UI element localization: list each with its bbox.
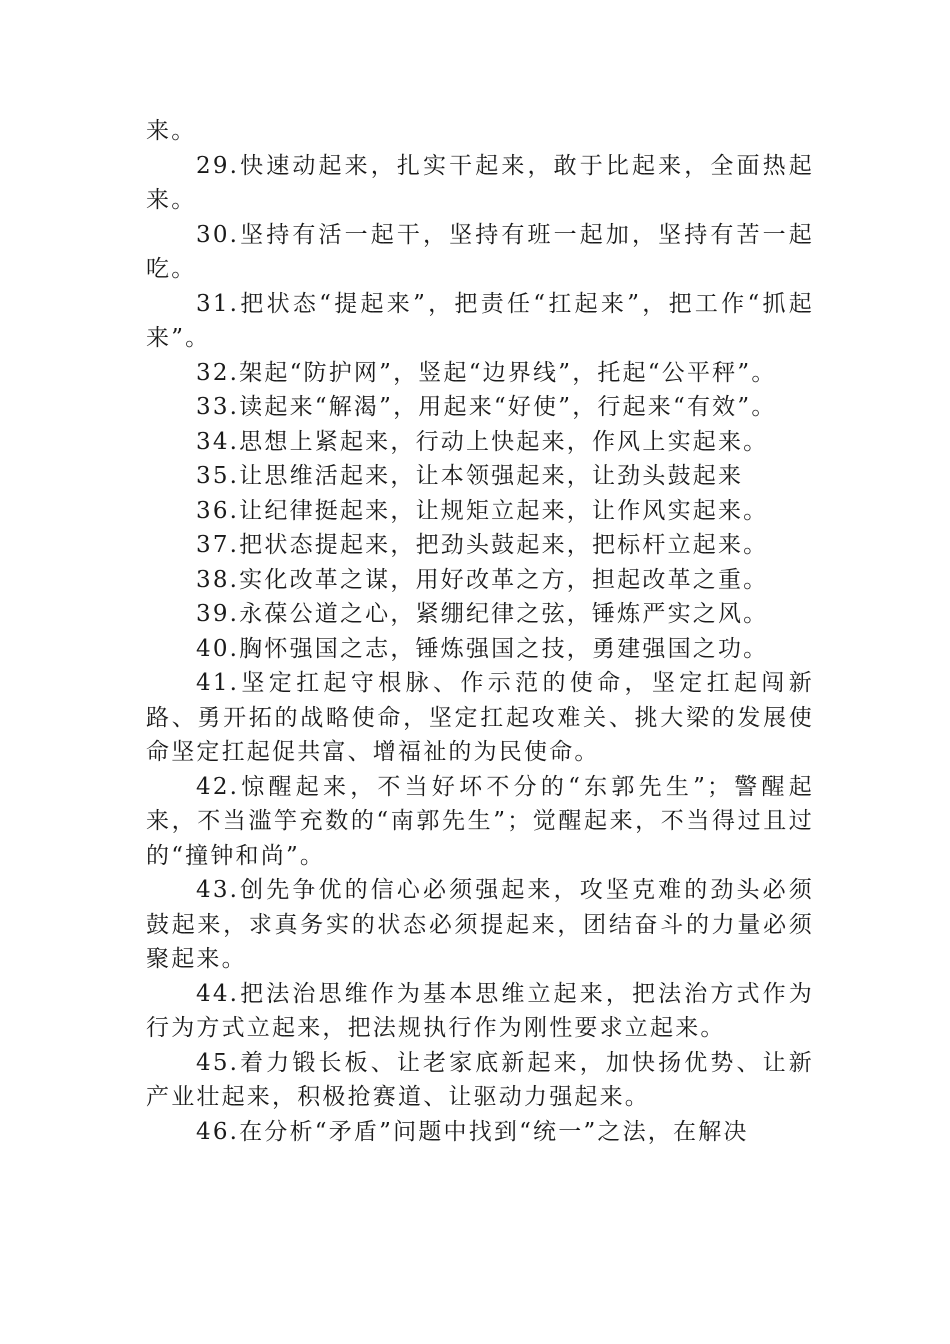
paragraph-44: 44.把法治思维作为基本思维立起来，把法治方式作为行为方式立起来，把法规执行作为刚性要求立起来。 bbox=[146, 980, 814, 1041]
paragraph-41: 41.坚定扛起守根脉、作示范的使命，坚定扛起闯新路、勇开拓的战略使命，坚定扛起攻难关、挑大梁的发展使命坚定扛起促共富、增福祉的为民使命。 bbox=[146, 670, 814, 765]
paragraph-37: 37.把状态提起来，把劲头鼓起来，把标杆立起来。 bbox=[196, 532, 769, 558]
paragraph-34: 34.思想上紧起来，行动上快起来，作风上实起来。 bbox=[196, 428, 769, 455]
paragraph-31: 31.把状态“提起来”，把责任“扛起来”，把工作“抓起来”。 bbox=[146, 290, 814, 351]
paragraph-29: 29.快速动起来，扎实干起来，敢于比起来，全面热起来。 bbox=[146, 152, 814, 213]
paragraph-continuation: 来。 bbox=[146, 118, 197, 144]
paragraph-43: 43.创先争优的信心必须强起来，攻坚克难的劲头必须鼓起来，求真务实的状态必须提起来，团结奋斗的力量必须聚起来。 bbox=[146, 877, 814, 972]
paragraph-33: 33.读起来“解渴”，用起来“好使”，行起来“有效”。 bbox=[196, 394, 777, 420]
paragraph-46: 46.在分析“矛盾”问题中找到“统一”之法，在解决 bbox=[196, 1118, 749, 1145]
paragraph-36: 36.让纪律挺起来，让规矩立起来，让作风实起来。 bbox=[196, 497, 769, 524]
paragraph-35: 35.让思维活起来，让本领强起来，让劲头鼓起来 bbox=[196, 463, 744, 489]
paragraph-45: 45.着力锻长板、让老家底新起来，加快扬优势、让新产业壮起来，积极抢赛道、让驱动力强起来。 bbox=[146, 1049, 814, 1110]
paragraph-30: 30.坚持有活一起干，坚持有班一起加，坚持有苦一起吃。 bbox=[146, 221, 814, 282]
paragraph-32: 32.架起“防护网”，竖起“边界线”，托起“公平秤”。 bbox=[196, 359, 777, 386]
paragraph-42: 42.惊醒起来，不当好坏不分的“东郭先生”；警醒起来，不当滥竽充数的“南郭先生”；觉醒起来，不当得过且过的“撞钟和尚”。 bbox=[146, 773, 814, 869]
paragraph-40: 40.胸怀强国之志，锤炼强国之技，勇建强国之功。 bbox=[196, 635, 769, 662]
paragraph-38: 38.实化改革之谋，用好改革之方，担起改革之重。 bbox=[196, 566, 769, 593]
document-body bbox=[146, 114, 814, 1149]
paragraph-39: 39.永葆公道之心，紧绷纪律之弦，锤炼严实之风。 bbox=[196, 601, 769, 627]
